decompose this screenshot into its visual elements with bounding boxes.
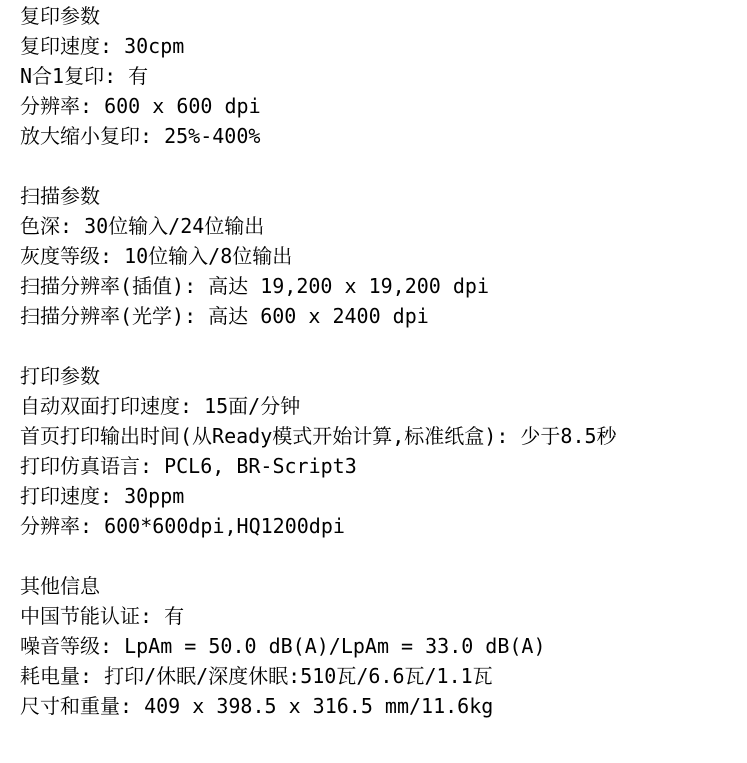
spec-line: N合1复印: 有 bbox=[20, 64, 149, 88]
section-heading: 其他信息 bbox=[20, 574, 100, 598]
spec-line: 复印速度: 30cpm bbox=[20, 34, 185, 58]
spec-line: 分辨率: 600 x 600 dpi bbox=[20, 94, 261, 118]
print-params-section bbox=[20, 361, 747, 541]
spec-line: 扫描分辨率(插值): 高达 19,200 x 19,200 dpi bbox=[20, 274, 489, 298]
section-heading: 复印参数 bbox=[20, 4, 100, 28]
copy-params-section bbox=[20, 1, 747, 151]
spec-line: 噪音等级: LpAm = 50.0 dB(A)/LpAm = 33.0 dB(A) bbox=[20, 634, 546, 658]
section-heading: 打印参数 bbox=[20, 364, 100, 388]
spec-line: 扫描分辨率(光学): 高达 600 x 2400 dpi bbox=[20, 304, 429, 328]
spec-line: 放大缩小复印: 25%-400% bbox=[20, 124, 261, 148]
spec-line: 中国节能认证: 有 bbox=[20, 604, 185, 628]
spec-line: 耗电量: 打印/休眠/深度休眠:510瓦/6.6瓦/1.1瓦 bbox=[20, 664, 493, 688]
spec-line: 色深: 30位输入/24位输出 bbox=[20, 214, 265, 238]
section-heading: 扫描参数 bbox=[20, 184, 100, 208]
scan-params-section bbox=[20, 181, 747, 331]
other-info-section bbox=[20, 571, 747, 721]
spec-line: 打印速度: 30ppm bbox=[20, 484, 185, 508]
spec-line: 灰度等级: 10位输入/8位输出 bbox=[20, 244, 293, 268]
spec-line: 分辨率: 600*600dpi,HQ1200dpi bbox=[20, 514, 345, 538]
spec-line: 自动双面打印速度: 15面/分钟 bbox=[20, 394, 301, 418]
spec-line: 尺寸和重量: 409 x 398.5 x 316.5 mm/11.6kg bbox=[20, 694, 494, 718]
spec-line: 首页打印输出时间(从Ready模式开始计算,标准纸盒): 少于8.5秒 bbox=[20, 424, 617, 448]
spec-document bbox=[20, 1, 747, 721]
spec-line: 打印仿真语言: PCL6, BR-Script3 bbox=[20, 454, 357, 478]
